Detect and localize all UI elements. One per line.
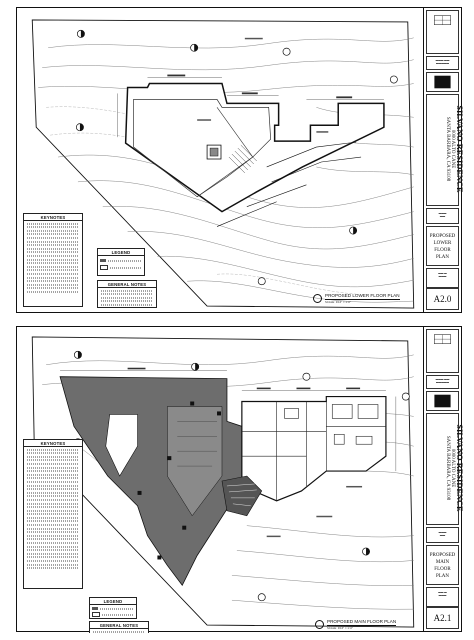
firm-info: ▬▬▬ ▬▬ ▬▬▬▬▬ [426, 375, 459, 389]
plan-scale: SCALE: 3/16" = 1'-0" [325, 299, 351, 304]
drawing-number-circle [315, 620, 324, 629]
project-address-2: SANTA BARBARA, CA 93108 [445, 435, 450, 501]
revision-block: ▬▬▬ ▬▬ [426, 208, 459, 224]
sheet-number: A2.1 [426, 607, 459, 629]
revision-block: ▬▬▬ ▬▬ [426, 527, 459, 543]
drawing-title: PROPOSED MAIN FLOOR PLAN [429, 553, 456, 579]
legend-box [89, 597, 137, 619]
title-block [423, 8, 464, 312]
keynotes-title: KEYNOTES [24, 214, 82, 221]
keynotes-box [23, 439, 83, 589]
legend-box [97, 248, 145, 276]
legend-title: LEGEND [90, 598, 136, 605]
plan-title: PROPOSED MAIN FLOOR PLAN [327, 619, 397, 624]
architect-logo [426, 10, 459, 54]
legend-title: LEGEND [98, 249, 144, 256]
legend-row [100, 265, 142, 270]
keynotes-title: KEYNOTES [24, 440, 82, 447]
architect-logo [426, 329, 459, 373]
drawing-title-cell [426, 545, 459, 585]
legend-row [92, 607, 134, 610]
project-address-1: 0000 ALTO CANE [450, 448, 455, 488]
plan-drawing-area [17, 327, 424, 631]
plan-drawing-area [17, 8, 424, 312]
general-notes-box [97, 280, 157, 308]
stamp-area [426, 72, 459, 92]
project-name: SILVANO RESIDENCE [455, 105, 464, 193]
project-address-1: 0000 ALTO CANE [450, 129, 455, 169]
drawing-sheet-a2-0 [16, 7, 462, 313]
project-address-2: SANTA BARBARA, CA 93108 [445, 116, 450, 182]
project-info [426, 94, 464, 206]
plan-title-block [313, 293, 400, 304]
firm-info: ▬▬▬ ▬▬ ▬▬▬▬▬ [426, 56, 459, 70]
plan-title-block [315, 619, 396, 630]
drawing-title: PROPOSED LOWER FLOOR PLAN [429, 234, 456, 260]
general-notes-title: GENERAL NOTES [98, 281, 156, 288]
title-block [423, 327, 464, 631]
date-block: ▬▬ ▬ ▬▬▬ [426, 268, 459, 288]
plan-scale: SCALE: 3/16" = 1'-0" [327, 625, 353, 630]
legend-row [100, 259, 142, 262]
keynotes-box [23, 213, 83, 307]
plan-title: PROPOSED LOWER FLOOR PLAN [325, 293, 400, 298]
general-notes-title: GENERAL NOTES [90, 622, 148, 629]
drawing-sheet-a2-1 [16, 326, 462, 632]
general-notes-box [89, 621, 149, 633]
sheet-number: A2.0 [426, 288, 459, 310]
drawing-number-circle [313, 294, 322, 303]
project-name: SILVANO RESIDENCE [455, 424, 464, 512]
project-info [426, 413, 464, 525]
project-text [424, 414, 464, 522]
legend-row [92, 612, 134, 617]
stamp-area [426, 391, 459, 411]
date-block: ▬▬ ▬ ▬▬▬ [426, 587, 459, 607]
project-text [424, 95, 464, 203]
drawing-title-cell [426, 226, 459, 266]
